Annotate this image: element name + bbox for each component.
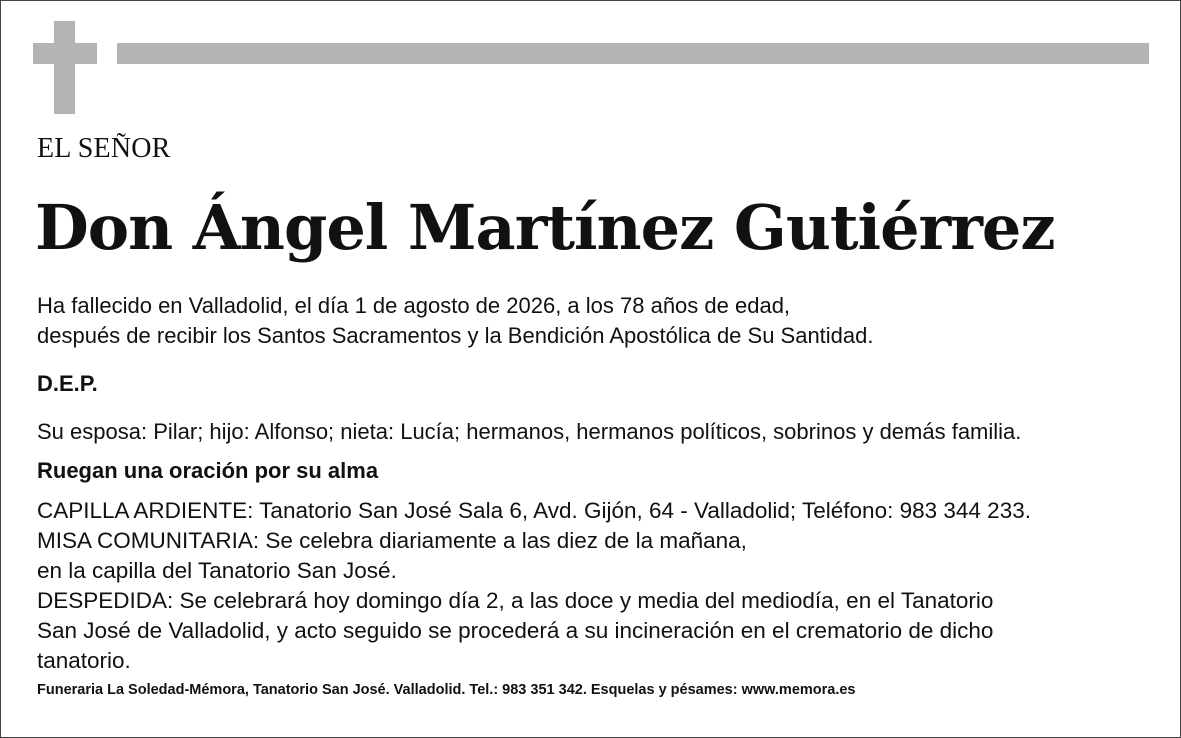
salutation: EL SEÑOR [37, 133, 171, 164]
services-line: MISA COMUNITARIA: Se celebra diariamente a las diez de la mañana, [37, 528, 747, 553]
cross-vertical-bar [54, 21, 75, 114]
services-block [37, 496, 1031, 676]
services-line: tanatorio. [37, 648, 131, 673]
announcement [37, 291, 874, 351]
services-line: San José de Valladolid, y acto seguido se procederá a su incineración en el crematorio de dicho [37, 618, 994, 643]
deceased-name: Don Ángel Martínez Gutiérrez [35, 191, 1055, 264]
announcement-line-2: después de recibir los Santos Sacramentos y la Bendición Apostólica de Su Santidad. [37, 323, 874, 348]
prayer-request: Ruegan una oración por su alma [37, 458, 379, 483]
cross-horizontal-bar [33, 43, 97, 64]
header-divider-bar [117, 43, 1149, 64]
announcement-line-1: Ha fallecido en Valladolid, el día 1 de agosto de 2026, a los 78 años de edad, [37, 293, 791, 318]
dep-label: D.E.P. [37, 371, 98, 396]
services-line: en la capilla del Tanatorio San José. [37, 558, 397, 583]
funeral-home-footer: Funeraria La Soledad-Mémora, Tanatorio San José. Valladolid. Tel.: 983 351 342. Esquelas y pésames: www.memora.es [37, 682, 856, 698]
services-line: DESPEDIDA: Se celebrará hoy domingo día 2, a las doce y media del mediodía, en el Tanatorio [37, 588, 994, 613]
services-line: CAPILLA ARDIENTE: Tanatorio San José Sala 6, Avd. Gijón, 64 - Valladolid; Teléfono: 983 344 233. [37, 498, 1031, 523]
family-list: Su esposa: Pilar; hijo: Alfonso; nieta: Lucía; hermanos, hermanos políticos, sobrinos y demás familia. [37, 419, 1022, 444]
